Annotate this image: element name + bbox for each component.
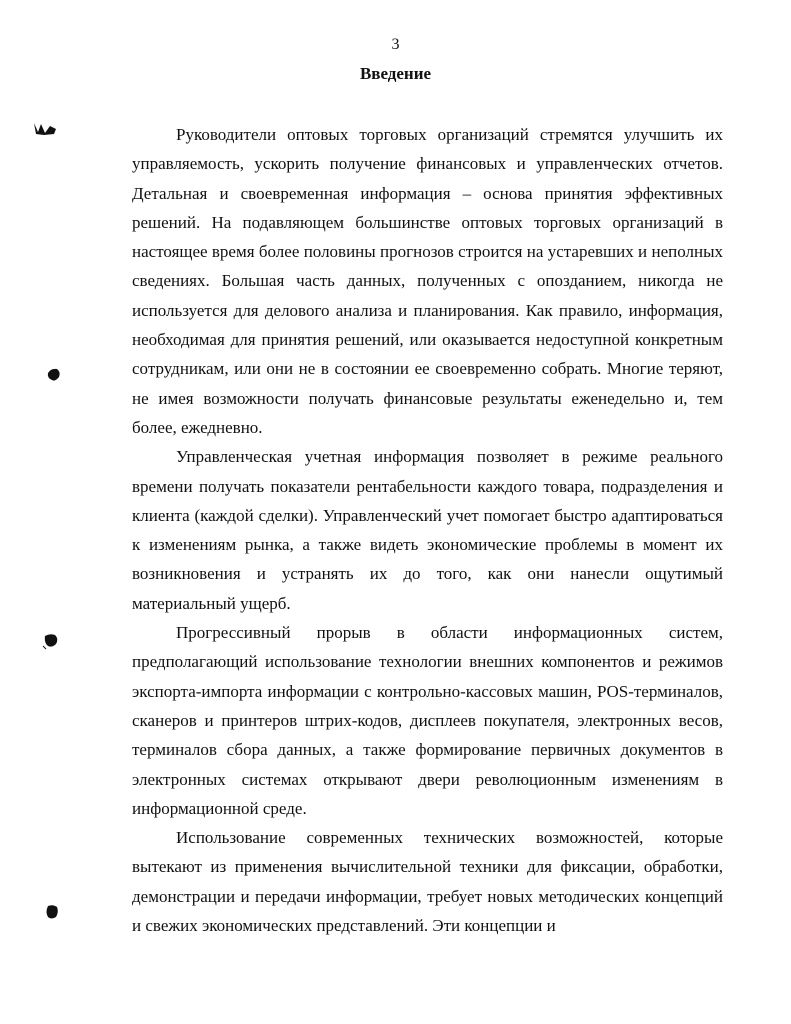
scan-mark-3 [42, 632, 60, 650]
paragraph-2: Управленческая учетная информация позволяет в режиме реального времени получать показатели рентабельности каждого товара, подразделения и клиента (каждой сделки). Управленческий учет помогает быстро адаптироваться к изменениям рынка, а также видеть экономические проблемы в момент их возникновения и устранять их до того, как они нанесли ощутимый материальный ущерб. [132, 447, 723, 613]
paragraph-3: Прогрессивный прорыв в области информационных систем, предполагающий использование технологии внешних компонентов и режимов экспорта-импорта информации с контрольно-кассовых машин, POS-терминалов, сканеров и принтеров штрих-кодов, дисплеев покупателя, электронных весов, терминалов сбора данных, а также формирование первичных документов в электронных системах открывают двери революционным изменениям в информационной среде. [132, 623, 723, 818]
page-number: 3 [391, 36, 400, 53]
paragraph-4: Использование современных технических возможностей, которые вытекают из применения вычислительной техники для фиксации, обработки, демонстрации и передачи информации, требует новых методических концепций и свежих экономических представлений. Эти концепции и [132, 828, 723, 936]
paragraph-1: Руководители оптовых торговых организаций стремятся улучшить их управляемость, ускорить получение финансовых и управленческих отчетов. Детальная и своевременная информация – основа принятия эффективных решений. На подавляющем большинстве оптовых торговых организаций в настоящее время более половины прогнозов строится на устаревших и неполных сведениях. Большая часть данных, полученных с опозданием, никогда не используется для делового анализа и планирования. Как правило, информация, необходимая для принятия решений, или оказывается недоступной конкретным сотрудникам, или они не в состоянии ее своевременно собрать. Многие теряют, не имея возможности получать финансовые результаты еженедельно и, тем более, ежедневно. [132, 125, 723, 437]
scan-mark-top [32, 120, 58, 136]
body-text [132, 120, 723, 940]
scan-mark-2 [46, 367, 62, 383]
section-title: Введение [359, 64, 432, 83]
scan-mark-4 [44, 903, 60, 921]
